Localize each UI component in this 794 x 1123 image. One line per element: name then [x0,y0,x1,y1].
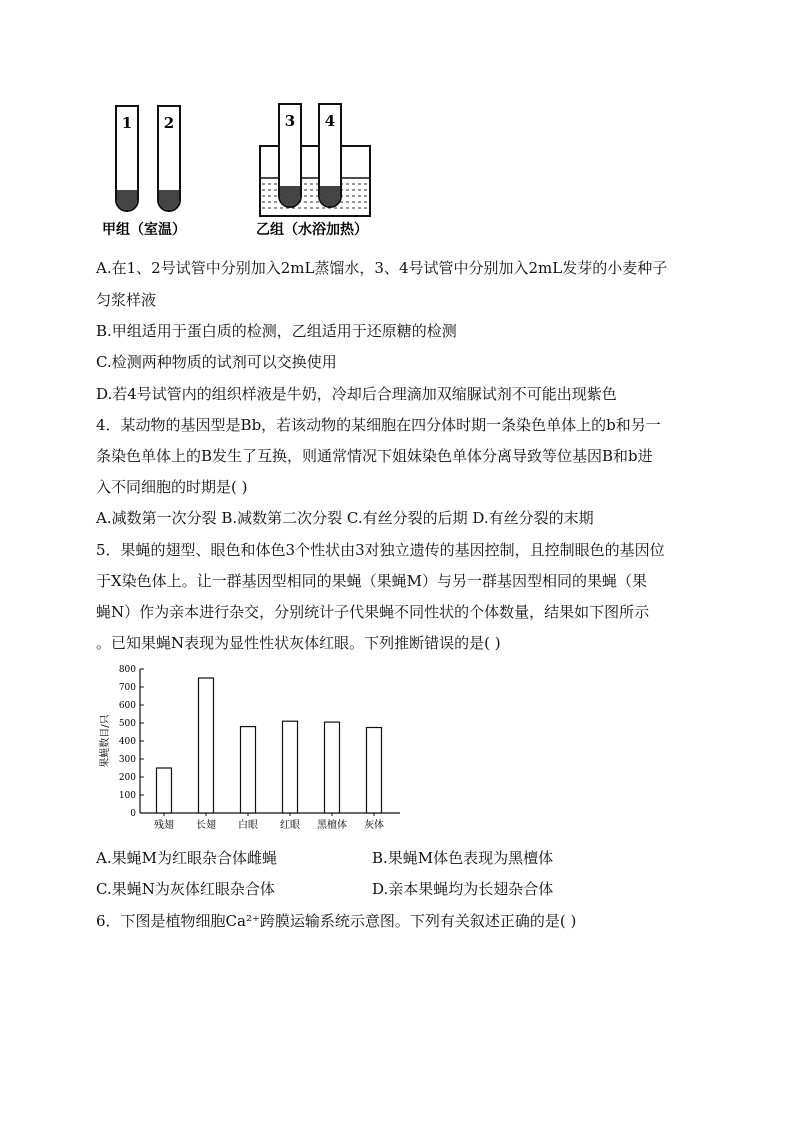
q3-option-c: C.检测两种物质的试剂可以交换使用 [96,353,337,371]
tube-2 [158,106,180,211]
x-category-label: 长翅 [196,820,216,831]
y-tick-label: 100 [118,791,136,801]
x-category-label: 白眼 [238,820,258,831]
q3-option-d: D.若4号试管内的组织样液是牛奶，冷却后合理滴加双缩脲试剂不可能出现紫色 [96,385,617,403]
tube-4-label: 4 [324,112,336,130]
bar [241,727,256,813]
q6-stem-line1: 6．下图是植物细胞Ca²⁺跨膜运输系统示意图。下列有关叙述正确的是( ) [96,912,577,930]
tube-1 [116,106,138,211]
x-category-label: 灰体 [364,820,384,831]
y-tick-label: 800 [118,665,136,675]
y-tick-label: 300 [118,755,136,765]
tube-4 [319,104,341,207]
q5-option-b: B.果蝇M体色表现为黑檀体 [372,849,554,867]
q5-stem-line3: 蝇N）作为亲本进行杂交，分别统计子代果蝇不同性状的个体数量，结果如下图所示 [96,603,650,621]
q4-stem-line3: 入不同细胞的时期是( ) [96,478,248,496]
q5-stem-line2: 于X染色体上。让一群基因型相同的果蝇（果蝇M）与另一群基因型相同的果蝇（果 [96,572,648,590]
caption-group-yi: 乙组（水浴加热） [256,222,368,238]
bar [325,722,340,813]
q4-stem-line1: 4．某动物的基因型是Bb，若该动物的某细胞在四分体时期一条染色单体上的b和另一 [96,416,661,434]
tube-3-label: 3 [284,112,296,130]
water-bath [260,146,370,216]
test-tube-figure [96,100,396,245]
x-category-label: 残翅 [154,820,174,831]
bar [367,728,382,814]
bar [199,678,214,813]
y-tick-label: 400 [118,737,136,747]
y-tick-label: 0 [130,809,136,819]
y-tick-label: 200 [118,773,136,783]
q3-option-b: B.甲组适用于蛋白质的检测，乙组适用于还原糖的检测 [96,322,457,340]
q4-stem-line2: 条染色单体上的B发生了互换，则通常情况下姐妹染色单体分离导致等位基因B和b进 [96,447,653,465]
y-tick-label: 500 [118,719,136,729]
bar [157,768,172,813]
q5-option-d: D.亲本果蝇均为长翅杂合体 [372,880,554,898]
x-category-label: 红眼 [280,820,300,831]
x-category-label: 黑檀体 [317,820,347,831]
fruitfly-count-bar-chart [96,660,416,840]
tube-3 [279,104,301,207]
bar [283,721,298,813]
q3-option-a-line2: 匀浆样液 [96,291,157,309]
tube-2-label: 2 [163,114,175,132]
y-tick-label: 700 [118,683,136,693]
q5-stem-line1: 5．果蝇的翅型、眼色和体色3个性状由3对独立遗传的基因控制，且控制眼色的基因位 [96,541,665,559]
y-tick-label: 600 [118,701,136,711]
y-axis-label: 果蝇数目/只 [100,714,111,768]
q4-options: A.减数第一次分裂 B.减数第二次分裂 C.有丝分裂的后期 D.有丝分裂的末期 [96,509,594,527]
caption-group-jia: 甲组（室温） [102,222,186,238]
q5-option-a: A.果蝇M为红眼杂合体雌蝇 [96,849,277,867]
tube-1-label: 1 [121,114,133,132]
q5-stem-line4: 。已知果蝇N表现为显性性状灰体红眼。下列推断错误的是( ) [96,634,501,652]
q5-option-c: C.果蝇N为灰体红眼杂合体 [96,880,275,898]
q3-option-a-line1: A.在1、2号试管中分别加入2mL蒸馏水，3、4号试管中分别加入2mL发芽的小麦种子 [96,259,668,277]
